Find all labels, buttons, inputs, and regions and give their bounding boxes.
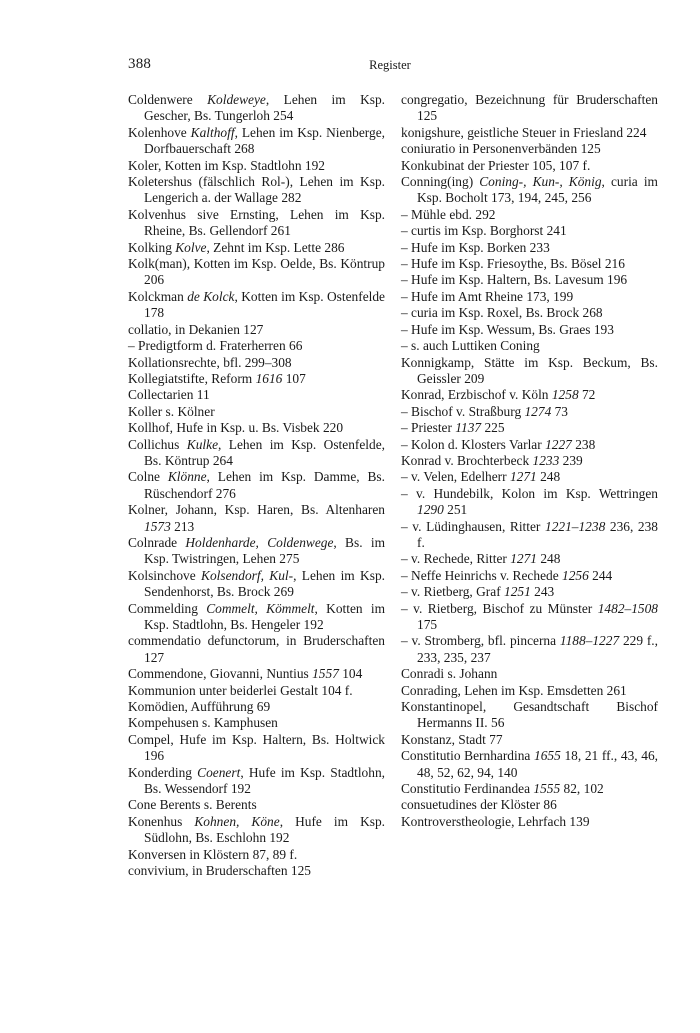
index-entry-text: Kolenhove [128, 124, 191, 140]
index-entry [128, 715, 385, 731]
index-entry-text: Konstanz, Stadt 77 [401, 731, 503, 747]
index-entry-text: , curia im Ksp. Bocholt 173, 194, 245, 256 [417, 174, 658, 206]
index-entry [401, 420, 658, 436]
index-entry [401, 601, 658, 634]
index-entry-variant: Klönne [167, 469, 207, 485]
index-entry-text: 248 [536, 469, 561, 485]
index-entry-text: – v. Velen, Edelherr [401, 469, 510, 485]
index-entry-variant: 1274 [524, 403, 552, 419]
index-entry [128, 568, 385, 601]
index-entry [401, 92, 658, 125]
index-entry-text: Kontroverstheologie, Lehrfach 139 [401, 813, 590, 829]
index-entry [128, 437, 385, 470]
index-entry [401, 469, 658, 485]
index-entry-text: Kompehusen s. Kamphusen [128, 715, 278, 731]
index-entry [401, 404, 658, 420]
index-entry-text: 236, 238 f. [417, 518, 658, 550]
index-entry [128, 92, 385, 125]
index-entry [401, 519, 658, 552]
index-entry-variant: Kolve [175, 239, 207, 255]
index-entry-text: – v. Stromberg, bfl. pincerna [401, 633, 560, 649]
page-number: 388 [128, 56, 152, 72]
index-entry [128, 814, 385, 847]
index-entry [401, 486, 658, 519]
index-entry-text: – Priester [401, 420, 456, 436]
index-entry [401, 568, 658, 584]
index-entry-text: 18, 21 ff., 43, 46, 48, 52, 62, 94, 140 [417, 748, 659, 780]
index-entry [401, 158, 658, 174]
index-entry-variant: 1271 [510, 551, 537, 567]
index-entry [128, 535, 385, 568]
index-entry-variant: 1482–1508 [597, 600, 658, 616]
index-entry [128, 338, 385, 354]
index-entry-text: – Mühle ebd. 292 [401, 206, 496, 222]
index-entry-text: coniuratio in Personenverbänden 125 [401, 141, 601, 157]
index-entry-variant: 1188–1227 [559, 633, 620, 649]
index-entry-variant: 1251 [504, 584, 531, 600]
index-entry-text: Kollhof, Hufe in Ksp. u. Bs. Visbek 220 [128, 420, 344, 436]
index-entry [401, 338, 658, 354]
index-entry [128, 683, 385, 699]
index-entry [128, 847, 385, 863]
index-entry-text: , Lehen im Ksp. Ostenfelde, Bs. Köntrup 264 [144, 436, 385, 468]
index-entry-text: 73 [551, 403, 569, 419]
index-entry-text: Commelding [128, 600, 207, 616]
index-entry [401, 240, 658, 256]
running-head: Register [369, 58, 411, 72]
index-entry-text: – Hufe im Ksp. Wessum, Bs. Graes 193 [401, 321, 614, 337]
index-entry [401, 223, 658, 239]
index-entry-text: Konkubinat der Priester 105, 107 f. [401, 157, 591, 173]
index-entry-variant: 1573 [144, 518, 171, 534]
index-entry-text: Koller s. Kölner [128, 403, 215, 419]
index-entry-text: Kommunion unter beiderlei Gestalt 104 f. [128, 682, 353, 698]
index-entry-text: – s. auch Luttiken Coning [401, 338, 540, 354]
index-column-left [128, 92, 385, 880]
index-entry-text: 72 [578, 387, 596, 403]
index-entry [401, 699, 658, 732]
index-entry-text: consuetudines der Klöster 86 [401, 797, 557, 813]
index-entry [401, 814, 658, 830]
index-entry [128, 240, 385, 256]
index-entry-variant: 1557 [312, 666, 339, 682]
index-entry-text: 225 [481, 420, 505, 436]
index-entry-text: , Kotten im Ksp. Stadtlohn, Bs. Hengeler 192 [144, 600, 385, 632]
index-entry-text: – v. Hundebilk, Kolon im Ksp. Wettringen [401, 485, 658, 501]
index-entry-text: 104 [338, 666, 363, 682]
index-entry [401, 256, 658, 272]
index-entry-text: , Hufe im Ksp. Stadtlohn, Bs. Wessendorf 192 [144, 764, 385, 797]
index-entry-text: , Kotten im Ksp. Ostenfelde 178 [144, 288, 385, 321]
index-entry [401, 633, 658, 666]
index-entry [401, 125, 658, 141]
index-entry-text: Kollegiatstifte, Reform [128, 370, 256, 386]
index-entry-variant: 1227 [545, 436, 572, 452]
index-entry [128, 256, 385, 289]
index-entry-variant: Kolsendorf, Kul- [201, 567, 294, 583]
index-entry [401, 305, 658, 321]
index-entry-text: Constitutio Ferdinandea [401, 781, 534, 797]
index-entry-text: Konderding [128, 764, 198, 780]
index-entry-text: 175 [417, 617, 438, 632]
index-entry [128, 633, 385, 666]
index-entry-text: , Lehen im Ksp. Nienberge, Dorfbauerschaft 268 [144, 124, 385, 157]
index-entry [401, 797, 658, 813]
index-entry-text: – Hufe im Ksp. Haltern, Bs. Lavesum 196 [401, 272, 628, 288]
index-columns [128, 92, 658, 880]
index-entry [128, 732, 385, 765]
index-entry-text: Cone Berents s. Berents [128, 797, 257, 813]
index-entry-text: konigshure, geistliche Steuer in Friesland 224 [401, 124, 647, 140]
index-entry [401, 289, 658, 305]
index-entry-text: – curtis im Ksp. Borghorst 241 [401, 223, 567, 239]
index-entry-text: Coldenwere [128, 92, 208, 107]
index-entry [401, 666, 658, 682]
index-entry-text: 239 [559, 452, 583, 468]
index-entry [401, 732, 658, 748]
index-entry [401, 174, 658, 207]
index-entry-variant: 1221–1238 [545, 518, 606, 534]
index-entry-variant: Coning-, Kun-, König [479, 174, 602, 190]
index-entry-text: , Lehen im Ksp. Gescher, Bs. Tungerloh 254 [144, 92, 385, 124]
index-entry-variant: 1616 [255, 370, 283, 386]
index-entry [128, 174, 385, 207]
index-entry-text: Kolner, Johann, Ksp. Haren, Bs. Altenharen [128, 502, 385, 518]
index-entry [401, 355, 658, 388]
index-entry [401, 453, 658, 469]
index-entry-text: , Bs. im Ksp. Twistringen, Lehen 275 [144, 534, 385, 567]
index-entry-text: congregatio, Bezeichnung für Bruderschaften 125 [401, 92, 658, 124]
index-entry-text: Konnigkamp, Stätte im Ksp. Beckum, Bs. Geissler 209 [401, 354, 658, 386]
index-entry-variant: 1290 [417, 502, 444, 518]
index-entry-text: 243 [530, 584, 555, 600]
index-entry-text: Konversen in Klöstern 87, 89 f. [128, 846, 298, 862]
index-entry-text: Colnrade [128, 534, 186, 550]
index-entry-text: – Neffe Heinrichs v. Rechede [401, 567, 562, 583]
index-entry-text: Colne [128, 469, 168, 485]
index-entry-variant: 1258 [551, 387, 579, 403]
index-entry-text: 82, 102 [560, 781, 604, 797]
index-entry-text: Collichus [128, 436, 187, 452]
index-entry-text: Kolking [128, 239, 176, 255]
index-entry-variant: Kulke [186, 436, 219, 452]
index-entry-text: Conradi s. Johann [401, 666, 498, 682]
index-entry-text: 248 [536, 551, 561, 567]
index-entry [128, 322, 385, 338]
index-entry-text: Konrad v. Brochterbeck [401, 452, 533, 468]
index-entry [401, 584, 658, 600]
index-entry-variant: Commelt, Kömmelt [206, 600, 315, 616]
index-entry-text: Konenhus [128, 813, 195, 829]
index-entry-variant: Coenert [197, 764, 241, 780]
index-entry-text: 107 [282, 370, 306, 386]
index-entry-text: commendatio defunctorum, in Bruderschaften 127 [128, 633, 385, 665]
index-entry-variant: Koldeweye [207, 92, 266, 107]
index-entry-text: Kolckman [128, 288, 188, 304]
index-entry-text: – Hufe im Ksp. Borken 233 [401, 239, 550, 255]
index-entry-variant: de Kolck [187, 288, 235, 304]
index-entry-text: Kolvenhus sive Ernsting, Lehen im Ksp. Rheine, Bs. Gellendorf 261 [128, 206, 385, 239]
index-entry-text: Kollationsrechte, bfl. 299–308 [128, 354, 292, 370]
index-entry [128, 371, 385, 387]
index-entry [401, 748, 658, 781]
index-entry-text: collatio, in Dekanien 127 [128, 321, 264, 337]
index-entry [401, 141, 658, 157]
index-entry-text: 251 [443, 502, 468, 518]
index-entry [401, 387, 658, 403]
index-entry-variant: Kalthoff [190, 124, 235, 140]
index-entry [128, 666, 385, 682]
index-entry-variant: 1555 [533, 781, 561, 797]
index-entry-text: Constitutio Bernhardina [401, 748, 535, 764]
index-entry-variant: 1655 [534, 748, 561, 764]
index-entry [128, 158, 385, 174]
index-entry [128, 404, 385, 420]
index-entry-text: – v. Rechede, Ritter [401, 551, 511, 567]
index-entry-text: – Bischof v. Straßburg [401, 403, 525, 419]
index-entry [401, 551, 658, 567]
index-entry-variant: 1137 [455, 420, 482, 436]
index-entry-text: Konstantinopel, Gesandtschaft Bischof Hermanns II. 56 [401, 699, 658, 731]
index-entry [128, 469, 385, 502]
index-entry-variant: 1256 [562, 567, 589, 583]
index-entry-text: , Lehen im Ksp. Damme, Bs. Rüschendorf 276 [144, 469, 385, 501]
index-entry [128, 765, 385, 798]
index-entry-text: Koletershus (fälschlich Rol-), Lehen im Ksp. Lengerich a. der Wallage 282 [128, 174, 385, 206]
index-entry-variant: 1271 [509, 469, 537, 485]
index-column-right [401, 92, 658, 880]
index-entry-text: 213 [170, 518, 195, 534]
index-entry-text: , Zehnt im Ksp. Lette 286 [206, 239, 345, 255]
index-entry [401, 437, 658, 453]
index-entry [401, 272, 658, 288]
index-entry-text: 244 [588, 567, 613, 583]
index-entry [128, 207, 385, 240]
index-entry [128, 502, 385, 535]
index-entry [401, 683, 658, 699]
index-entry-text: Commendone, Giovanni, Nuntius [128, 666, 313, 682]
index-entry-text: 229 f., 233, 235, 237 [417, 633, 659, 665]
index-entry [128, 289, 385, 322]
index-entry-text: – curia im Ksp. Roxel, Bs. Brock 268 [401, 305, 603, 321]
index-entry-text: Conning(ing) [401, 174, 480, 190]
index-entry [128, 420, 385, 436]
index-entry-text: Conrading, Lehen im Ksp. Emsdetten 261 [401, 682, 627, 698]
index-entry-text: – v. Rietberg, Bischof zu Münster [401, 600, 598, 616]
index-entry [128, 797, 385, 813]
index-entry-text: – Hufe im Amt Rheine 173, 199 [401, 288, 574, 304]
index-entry-text: Kolk(man), Kotten im Ksp. Oelde, Bs. Köntrup 206 [128, 256, 385, 288]
index-entry-variant: 1233 [532, 452, 560, 468]
index-entry-text: – v. Lüdinghausen, Ritter [401, 518, 545, 534]
index-entry [401, 207, 658, 223]
index-entry-text: Komödien, Aufführung 69 [128, 699, 271, 715]
index-entry-text: , Lehen im Ksp. Sendenhorst, Bs. Brock 269 [144, 567, 385, 600]
index-entry [401, 322, 658, 338]
index-entry-variant: Holdenharde, Coldenwege [185, 534, 334, 550]
index-entry [128, 699, 385, 715]
index-entry-text: Collectarien 11 [128, 387, 210, 403]
index-entry [128, 387, 385, 403]
index-entry [401, 781, 658, 797]
index-entry [128, 863, 385, 879]
index-entry-text: Kolsinchove [128, 567, 202, 583]
index-entry-text: – Hufe im Ksp. Friesoythe, Bs. Bösel 216 [401, 256, 625, 272]
index-entry [128, 125, 385, 158]
index-entry [128, 355, 385, 371]
index-entry-text: – Kolon d. Klosters Varlar [401, 436, 546, 452]
index-entry-text: – Predigtform d. Fraterherren 66 [128, 338, 303, 354]
index-entry-text: convivium, in Bruderschaften 125 [128, 863, 311, 879]
index-entry-text: – v. Rietberg, Graf [401, 584, 505, 600]
index-entry-text: Koler, Kotten im Ksp. Stadtlohn 192 [128, 157, 325, 173]
index-entry-variant: Kohnen, Köne [194, 813, 280, 829]
index-entry-text: Konrad, Erzbischof v. Köln [401, 387, 552, 403]
index-entry [128, 601, 385, 634]
index-entry-text: Compel, Hufe im Ksp. Haltern, Bs. Holtwick 196 [128, 731, 385, 764]
index-entry-text: , Hufe im Ksp. Südlohn, Bs. Eschlohn 192 [144, 813, 385, 846]
index-entry-text: 238 [571, 436, 596, 452]
